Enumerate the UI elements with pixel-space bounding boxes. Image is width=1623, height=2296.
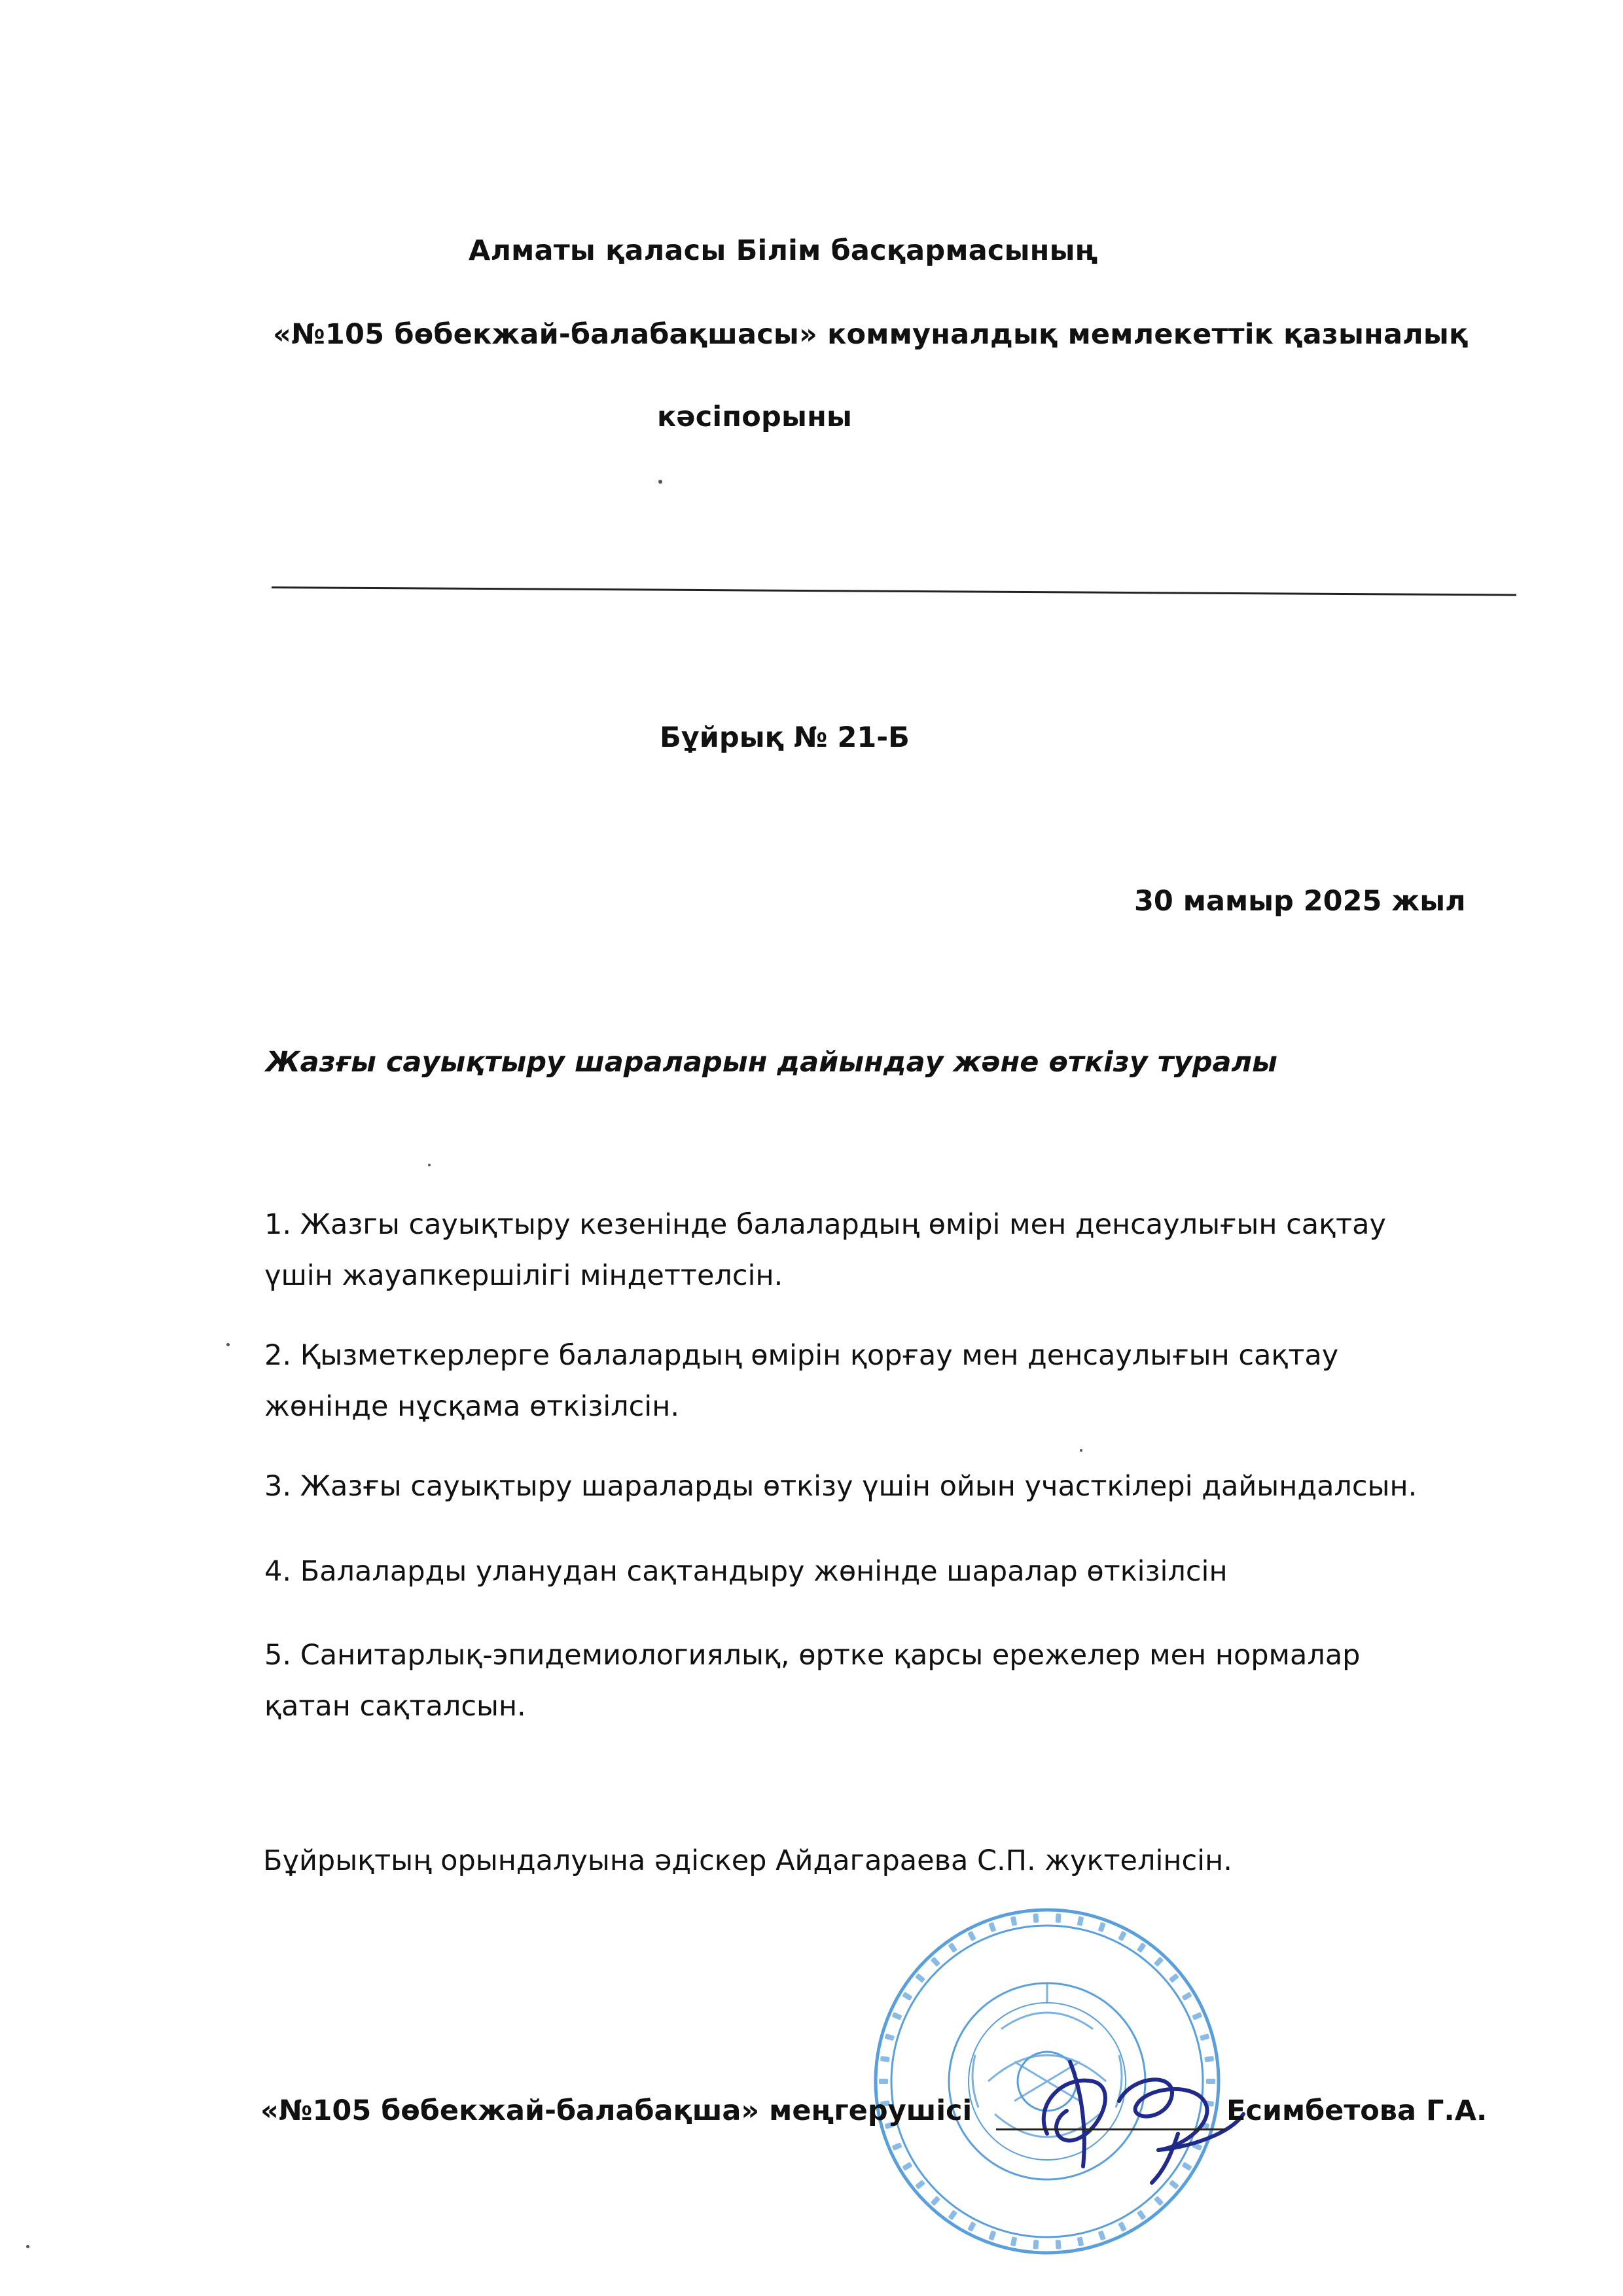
- stamp-ring-mark: [879, 2079, 888, 2084]
- order-item-5-line-2: қатан сақталсын.: [264, 1690, 526, 1723]
- header-divider: [272, 586, 1516, 596]
- order-item-4: [264, 1546, 1508, 1597]
- stamp-ring-mark: [967, 2221, 976, 2232]
- order-item-5-line-1: 5. Санитарлық-эпидемиологиялық, өртке қарсы ережелер мен нормалар: [264, 1639, 1361, 1672]
- stamp-ring-mark: [902, 2162, 912, 2171]
- stamp-ring-mark: [1182, 1992, 1192, 2001]
- stamp-ring-mark: [948, 2210, 957, 2220]
- order-item-1-line-1: 1. Жазгы сауықтыру кезенінде балалардың өмірі мен денсаулығын сақтау: [264, 1208, 1386, 1241]
- stamp-ring-mark: [1056, 2240, 1061, 2250]
- stamp-ring-mark: [1154, 2196, 1164, 2206]
- order-item-3: [264, 1461, 1508, 1512]
- stamp-ring-mark: [1077, 2236, 1084, 2246]
- scan-speck: [26, 2245, 29, 2248]
- order-item-2-line-1: 2. Қызметкерлерге балалардың өмірін қорғау мен денсаулығын сақтау: [264, 1339, 1339, 1372]
- stamp-ring-mark: [1169, 1973, 1179, 1983]
- stamp-ring-mark: [1098, 2231, 1106, 2241]
- assignment-text: Бұйрықтың орындалуына әдіскер Айдагараева С.П. жуктелінсін.: [263, 1844, 1232, 1877]
- order-item-5: [264, 1630, 1508, 1732]
- stamp-ring-mark: [948, 1943, 957, 1953]
- scan-speck: [1080, 1449, 1082, 1452]
- handwritten-signature: [1021, 2036, 1257, 2186]
- stamp-ring-mark: [1033, 2240, 1039, 2250]
- stamp-ring-mark: [1154, 1956, 1164, 1967]
- stamp-ring-mark: [880, 2056, 890, 2062]
- stamp-ring-mark: [884, 2034, 895, 2041]
- order-item-3-line-1: 3. Жазғы сауықтыру шараларды өткізу үшін ойын участкілері дайындалсын.: [264, 1470, 1418, 1503]
- header-line-3: кәсіпорыны: [657, 401, 853, 433]
- stamp-ring-mark: [931, 2196, 940, 2206]
- stamp-ring-mark: [1137, 2210, 1147, 2220]
- stamp-ring-mark: [1118, 2221, 1127, 2232]
- stamp-ring-mark: [892, 2142, 902, 2151]
- scan-speck: [658, 480, 662, 484]
- stamp-ring-mark: [1010, 1916, 1018, 1926]
- order-title: Бұйрық № 21-Б: [660, 721, 910, 754]
- scan-speck: [226, 1343, 230, 1346]
- signatory-position: «№105 бөбекжай-балабақша» меңгерушісі: [260, 2094, 972, 2127]
- stamp-ring-mark: [931, 1956, 940, 1967]
- stamp-ring-mark: [1098, 1922, 1106, 1932]
- order-item-1: [264, 1199, 1508, 1301]
- stamp-ring-mark: [1033, 1913, 1039, 1923]
- order-date: 30 мамыр 2025 жыл: [1134, 885, 1466, 918]
- stamp-ring-mark: [967, 1931, 976, 1941]
- signatory-name: Есимбетова Г.А.: [1226, 2094, 1488, 2127]
- order-item-2: [264, 1330, 1508, 1432]
- stamp-ring-mark: [988, 2231, 996, 2241]
- stamp-ring-mark: [1192, 2012, 1202, 2020]
- stamp-ring-mark: [902, 1992, 912, 2001]
- stamp-ring-mark: [1056, 1913, 1061, 1923]
- header-line-2: «№105 бөбекжай-балабақшасы» коммуналдық мемлекеттік қазыналық: [273, 318, 1469, 351]
- stamp-ring-mark: [1010, 2236, 1018, 2246]
- signature-line: [996, 2128, 1225, 2130]
- stamp-ring-mark: [1137, 1943, 1147, 1953]
- stamp-ring-mark: [1118, 1931, 1127, 1941]
- header-line-1: Алматы қаласы Білім басқармасының: [469, 234, 1098, 267]
- stamp-ring-mark: [1077, 1916, 1084, 1926]
- order-item-1-line-2: үшін жауапкершілігі міндеттелсін.: [264, 1259, 783, 1292]
- order-item-4-line-1: 4. Балаларды уланудан сақтандыру жөнінде шаралар өткізілсін: [264, 1555, 1228, 1588]
- order-item-2-line-2: жөнінде нұсқама өткізілсін.: [264, 1390, 679, 1423]
- stamp-ring-mark: [915, 1973, 925, 1983]
- stamp-ring-mark: [915, 2179, 925, 2189]
- order-subject: Жазғы сауықтыру шараларын дайындау және өткізу туралы: [266, 1046, 1277, 1079]
- scan-speck: [428, 1164, 431, 1166]
- stamp-ring-mark: [892, 2012, 902, 2020]
- stamp-ring-mark: [988, 1922, 996, 1932]
